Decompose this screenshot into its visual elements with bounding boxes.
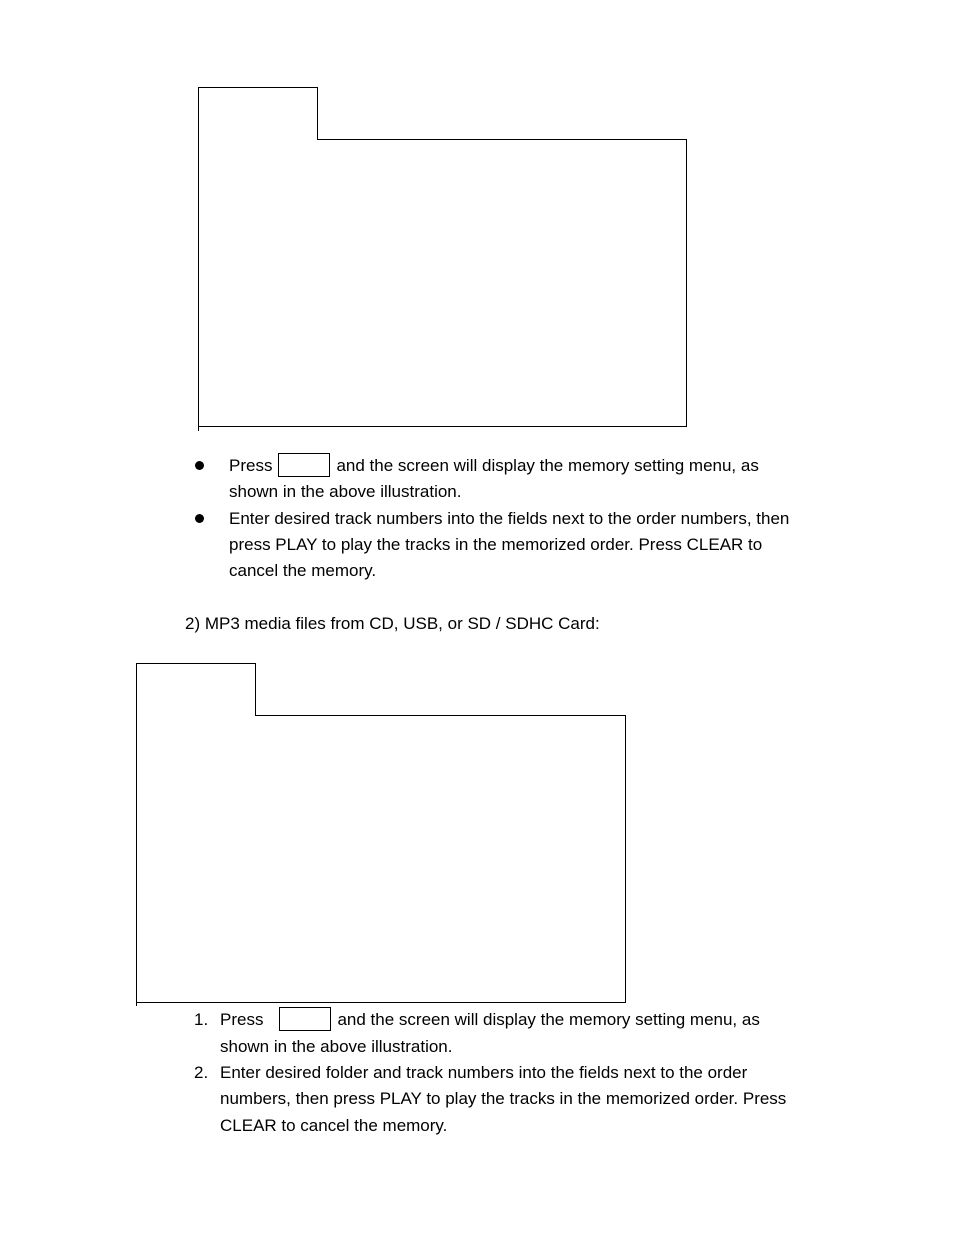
section-2-heading: 2) MP3 media files from CD, USB, or SD / SDHC Card: bbox=[185, 614, 600, 633]
step-1-after-text: and the screen will display the memory setting menu, as bbox=[337, 1010, 760, 1029]
memory-menu-illustration-2 bbox=[128, 656, 638, 1016]
bullet-1-after-text: and the screen will display the memory setting menu, as bbox=[336, 456, 759, 475]
bullet-dot bbox=[195, 514, 204, 523]
bullet-1-line-2: shown in the above illustration. bbox=[229, 482, 462, 501]
bullet-1-line-1 bbox=[229, 453, 759, 480]
bullet-dot bbox=[195, 461, 204, 470]
memory-key-placeholder bbox=[278, 453, 330, 477]
step-1-line-1 bbox=[220, 1007, 760, 1034]
step-2-number: 2. bbox=[194, 1063, 209, 1082]
step-2-line-1: Enter desired folder and track numbers into the fields next to the order bbox=[220, 1063, 748, 1082]
bullet-2-line-3: cancel the memory. bbox=[229, 561, 377, 580]
bullet-2-line-2: press PLAY to play the tracks in the memorized order. Press CLEAR to bbox=[229, 535, 763, 554]
memory-menu-illustration-1 bbox=[190, 80, 700, 440]
memory-key-placeholder bbox=[279, 1007, 331, 1031]
step-2-line-2: numbers, then press PLAY to play the tracks in the memorized order. Press bbox=[220, 1089, 787, 1108]
step-2-line-3: CLEAR to cancel the memory. bbox=[220, 1116, 448, 1135]
bullet-1-press-text: Press bbox=[229, 456, 273, 475]
bullet-2-line-1: Enter desired track numbers into the fields next to the order numbers, then bbox=[229, 509, 790, 528]
step-1-line-2: shown in the above illustration. bbox=[220, 1037, 453, 1056]
step-1-press-text: Press bbox=[220, 1010, 264, 1029]
step-1-number: 1. bbox=[194, 1010, 209, 1029]
